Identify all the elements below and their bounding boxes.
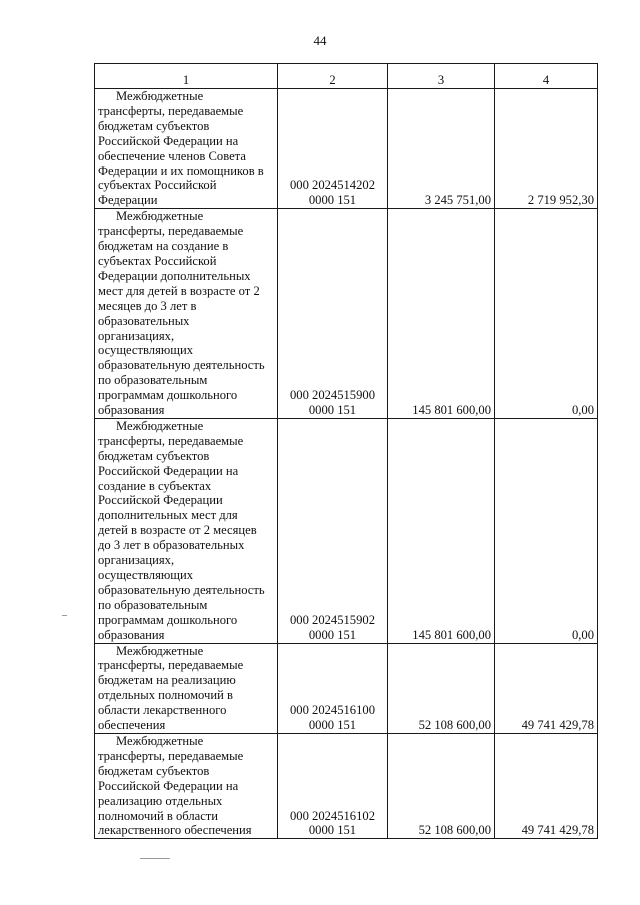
description-line: организациях, <box>98 328 175 343</box>
row-description <box>95 418 278 643</box>
budget-code-line: 0000 151 <box>308 627 357 642</box>
description-line: субъектах Российской <box>98 253 217 268</box>
table-row <box>95 209 598 419</box>
description-line: обеспечения <box>98 718 166 733</box>
description-line: лекарственного обеспечения <box>98 823 252 838</box>
description-line: организациях, <box>98 553 175 568</box>
description-line: бюджетам субъектов <box>98 448 210 463</box>
row-budget-code <box>278 643 388 733</box>
description-line: полномочий в области <box>98 808 219 823</box>
description-line: Межбюджетные <box>116 209 204 224</box>
description-line: мест для детей в возрасте от 2 <box>98 283 260 298</box>
description-line: образования <box>98 403 165 418</box>
description-line: Межбюджетные <box>116 733 204 748</box>
budget-code-line: 0000 151 <box>308 718 357 733</box>
description-line: реализацию отдельных <box>98 793 223 808</box>
page-number: 44 <box>313 33 327 48</box>
description-line: трансферты, передаваемые <box>98 748 244 763</box>
row-amount-col4: 49 741 429,78 <box>495 643 598 733</box>
budget-code-line: 0000 151 <box>308 193 357 208</box>
table-body <box>95 89 598 839</box>
scan-artifact <box>62 615 67 616</box>
description-line: месяцев до 3 лет в <box>98 298 197 313</box>
row-amount-col3: 145 801 600,00 <box>388 209 495 419</box>
description-line: трансферты, передаваемые <box>98 433 244 448</box>
description-line: Российской Федерации на <box>98 778 239 793</box>
column-header-3: 3 <box>388 64 495 89</box>
description-line: программам дошкольного <box>98 612 238 627</box>
row-budget-code <box>278 418 388 643</box>
row-description <box>95 89 278 209</box>
description-line: бюджетам субъектов <box>98 763 210 778</box>
description-line: осуществляющих <box>98 343 194 358</box>
scan-artifact <box>140 858 170 859</box>
column-header-4: 4 <box>495 64 598 89</box>
description-line: осуществляющих <box>98 568 194 582</box>
description-line: бюджетам на создание в <box>98 239 229 254</box>
row-amount-col3: 52 108 600,00 <box>388 643 495 733</box>
description-line: бюджетам на реализацию <box>98 673 236 688</box>
description-line: субъектах Российской <box>98 178 217 193</box>
description-line: трансферты, передаваемые <box>98 224 244 239</box>
row-amount-col4: 0,00 <box>495 418 598 643</box>
description-line: образовательную деятельность <box>98 582 265 597</box>
description-line: Федерации и их помощников в <box>98 163 264 178</box>
row-amount-col3: 145 801 600,00 <box>388 418 495 643</box>
description-line: Межбюджетные <box>116 418 204 433</box>
row-budget-code <box>278 209 388 419</box>
row-amount-col4: 49 741 429,78 <box>495 733 598 838</box>
description-line: Межбюджетные <box>116 643 204 658</box>
description-line: детей в возрасте от 2 месяцев <box>98 523 257 538</box>
description-line: Российской Федерации <box>98 493 223 508</box>
description-line: создание в субъектах <box>98 478 212 493</box>
description-line: Федерации дополнительных <box>98 268 251 283</box>
description-line: Российской Федерации на <box>98 463 239 478</box>
description-line: программам дошкольного <box>98 388 238 403</box>
description-line: дополнительных мест для <box>98 508 238 523</box>
table-row <box>95 89 598 209</box>
row-description <box>95 209 278 419</box>
budget-code-line: 000 2024514202 <box>289 178 375 193</box>
description-line: по образовательным <box>98 597 208 612</box>
row-amount-col3: 52 108 600,00 <box>388 733 495 838</box>
description-line: трансферты, передаваемые <box>98 103 244 118</box>
description-line: Федерации <box>98 193 158 208</box>
table-row <box>95 418 598 643</box>
row-amount-col4: 0,00 <box>495 209 598 419</box>
description-line: образования <box>98 627 165 642</box>
description-line: до 3 лет в образовательных <box>98 538 245 553</box>
description-line: образовательную деятельность <box>98 358 265 373</box>
budget-code-line: 000 2024515902 <box>289 612 375 627</box>
row-amount-col3: 3 245 751,00 <box>388 89 495 209</box>
budget-table <box>94 63 598 839</box>
budget-code-line: 0000 151 <box>308 403 357 418</box>
description-line: Российской Федерации на <box>98 133 239 148</box>
row-budget-code <box>278 89 388 209</box>
description-line: по образовательным <box>98 373 208 388</box>
table-row <box>95 733 598 838</box>
table-header-row <box>95 64 598 89</box>
description-line: области лекарственного <box>98 703 227 718</box>
row-amount-col4: 2 719 952,30 <box>495 89 598 209</box>
budget-code-line: 0000 151 <box>308 823 357 838</box>
description-line: бюджетам субъектов <box>98 118 210 133</box>
row-description <box>95 733 278 838</box>
column-header-1: 1 <box>95 64 278 89</box>
description-line: Межбюджетные <box>116 89 204 103</box>
budget-code-line: 000 2024515900 <box>289 388 375 403</box>
description-line: образовательных <box>98 313 190 328</box>
row-budget-code <box>278 733 388 838</box>
description-line: обеспечение членов Совета <box>98 148 246 163</box>
budget-code-line: 000 2024516102 <box>289 808 375 823</box>
table-row <box>95 643 598 733</box>
row-description <box>95 643 278 733</box>
description-line: отдельных полномочий в <box>98 688 233 703</box>
description-line: трансферты, передаваемые <box>98 658 244 673</box>
budget-code-line: 000 2024516100 <box>289 703 375 718</box>
column-header-2: 2 <box>278 64 388 89</box>
